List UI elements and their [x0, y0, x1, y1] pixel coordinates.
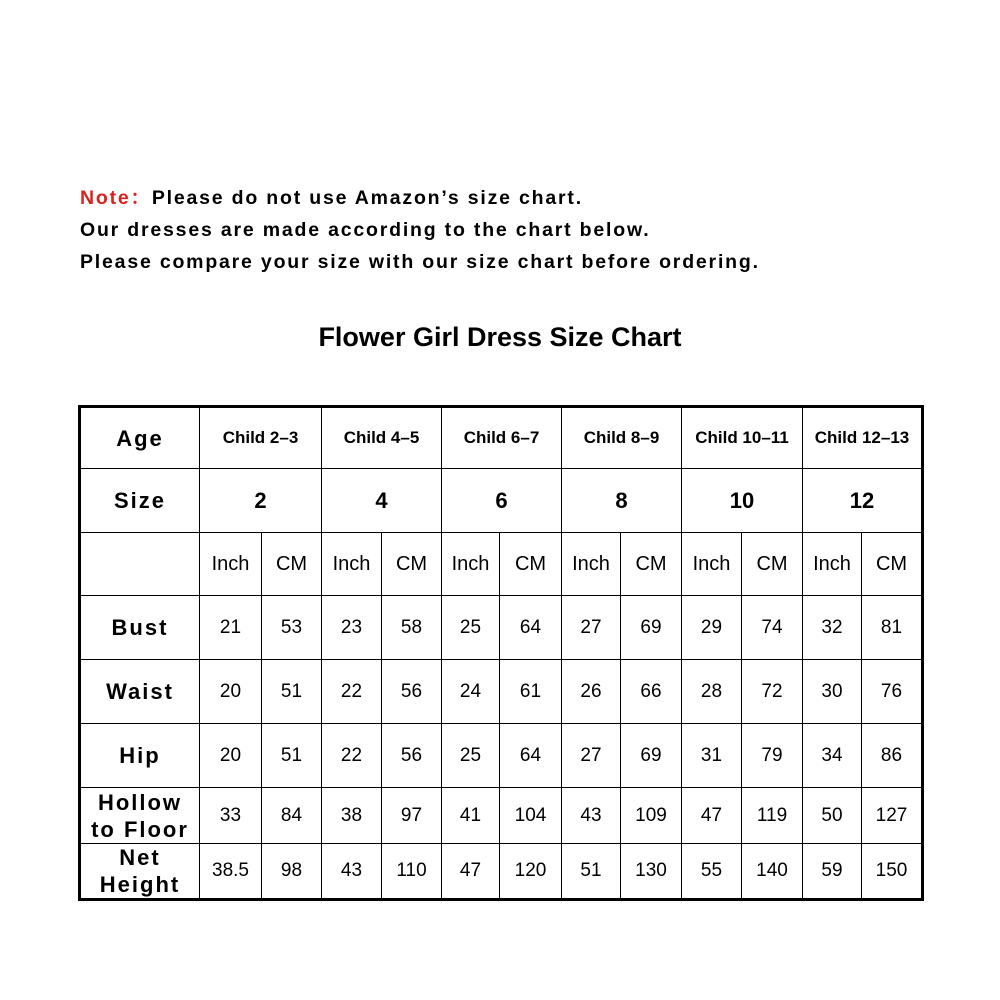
unit-cell: Inch	[200, 533, 262, 596]
value-cell: 56	[382, 660, 442, 724]
size-cell: 2	[200, 469, 322, 533]
empty-corner-cell	[80, 533, 200, 596]
value-cell: 34	[803, 724, 862, 788]
age-cell: Child 4–5	[322, 407, 442, 469]
age-cell: Child 10–11	[682, 407, 803, 469]
unit-cell: Inch	[803, 533, 862, 596]
note-line-2: Our dresses are made according to the chart below.	[80, 219, 651, 241]
measurement-label-line: to Floor	[91, 816, 189, 842]
value-cell: 33	[200, 788, 262, 844]
table-row-units	[80, 533, 923, 596]
value-cell: 25	[442, 596, 500, 660]
value-cell: 47	[682, 788, 742, 844]
value-cell: 66	[621, 660, 682, 724]
value-cell: 47	[442, 844, 500, 900]
note-line-3: Please compare your size with our size chart before ordering.	[80, 251, 760, 273]
unit-cell: CM	[382, 533, 442, 596]
age-header-cell: Age	[80, 407, 200, 469]
value-cell: 150	[862, 844, 923, 900]
unit-cell: Inch	[562, 533, 621, 596]
age-cell: Child 2–3	[200, 407, 322, 469]
size-chart-table	[78, 405, 924, 901]
value-cell: 22	[322, 724, 382, 788]
table-row-measurement	[80, 660, 923, 724]
unit-cell: CM	[621, 533, 682, 596]
value-cell: 104	[500, 788, 562, 844]
value-cell: 110	[382, 844, 442, 900]
value-cell: 84	[262, 788, 322, 844]
size-cell: 12	[803, 469, 923, 533]
unit-cell: Inch	[442, 533, 500, 596]
value-cell: 61	[500, 660, 562, 724]
value-cell: 119	[742, 788, 803, 844]
measurement-label-cell: Hip	[80, 724, 200, 788]
value-cell: 21	[200, 596, 262, 660]
value-cell: 76	[862, 660, 923, 724]
table-row-measurement	[80, 596, 923, 660]
table-row-measurement	[80, 724, 923, 788]
value-cell: 72	[742, 660, 803, 724]
size-cell: 10	[682, 469, 803, 533]
value-cell: 53	[262, 596, 322, 660]
value-cell: 38	[322, 788, 382, 844]
value-cell: 56	[382, 724, 442, 788]
value-cell: 120	[500, 844, 562, 900]
size-header-cell: Size	[80, 469, 200, 533]
note-label: Note：	[80, 187, 152, 209]
value-cell: 109	[621, 788, 682, 844]
table-row-size	[80, 469, 923, 533]
unit-cell: Inch	[322, 533, 382, 596]
table-row-measurement	[80, 844, 923, 900]
measurement-label-cell	[80, 844, 200, 900]
value-cell: 51	[262, 660, 322, 724]
measurement-label-cell: Waist	[80, 660, 200, 724]
note-text-1: Please do not use Amazon’s size chart.	[151, 187, 583, 209]
value-cell: 22	[322, 660, 382, 724]
value-cell: 64	[500, 724, 562, 788]
value-cell: 27	[562, 596, 621, 660]
value-cell: 140	[742, 844, 803, 900]
value-cell: 43	[322, 844, 382, 900]
value-cell: 86	[862, 724, 923, 788]
age-cell: Child 6–7	[442, 407, 562, 469]
measurement-label-line: Height	[99, 872, 181, 897]
unit-cell: CM	[262, 533, 322, 596]
value-cell: 41	[442, 788, 500, 844]
note-block	[80, 182, 960, 278]
size-cell: 4	[322, 469, 442, 533]
measurement-label-line: Hollow	[97, 789, 183, 815]
value-cell: 31	[682, 724, 742, 788]
value-cell: 59	[803, 844, 862, 900]
table-row-age	[80, 407, 923, 469]
age-cell: Child 12–13	[803, 407, 923, 469]
measurement-label-line: Net	[119, 845, 161, 870]
value-cell: 98	[262, 844, 322, 900]
value-cell: 69	[621, 724, 682, 788]
value-cell: 20	[200, 724, 262, 788]
value-cell: 30	[803, 660, 862, 724]
value-cell: 97	[382, 788, 442, 844]
value-cell: 51	[262, 724, 322, 788]
value-cell: 24	[442, 660, 500, 724]
value-cell: 81	[862, 596, 923, 660]
unit-cell: CM	[742, 533, 803, 596]
value-cell: 38.5	[200, 844, 262, 900]
value-cell: 58	[382, 596, 442, 660]
value-cell: 20	[200, 660, 262, 724]
value-cell: 28	[682, 660, 742, 724]
measurement-label-cell	[80, 788, 200, 844]
age-cell: Child 8–9	[562, 407, 682, 469]
value-cell: 127	[862, 788, 923, 844]
value-cell: 51	[562, 844, 621, 900]
unit-cell: Inch	[682, 533, 742, 596]
size-cell: 8	[562, 469, 682, 533]
value-cell: 29	[682, 596, 742, 660]
value-cell: 50	[803, 788, 862, 844]
value-cell: 69	[621, 596, 682, 660]
value-cell: 74	[742, 596, 803, 660]
table-row-measurement	[80, 788, 923, 844]
value-cell: 23	[322, 596, 382, 660]
value-cell: 130	[621, 844, 682, 900]
size-cell: 6	[442, 469, 562, 533]
unit-cell: CM	[862, 533, 923, 596]
unit-cell: CM	[500, 533, 562, 596]
value-cell: 32	[803, 596, 862, 660]
measurement-label-cell: Bust	[80, 596, 200, 660]
value-cell: 55	[682, 844, 742, 900]
chart-title: Flower Girl Dress Size Chart	[318, 322, 682, 352]
value-cell: 27	[562, 724, 621, 788]
value-cell: 64	[500, 596, 562, 660]
value-cell: 26	[562, 660, 621, 724]
value-cell: 25	[442, 724, 500, 788]
note-line-1	[80, 182, 960, 214]
value-cell: 43	[562, 788, 621, 844]
value-cell: 79	[742, 724, 803, 788]
